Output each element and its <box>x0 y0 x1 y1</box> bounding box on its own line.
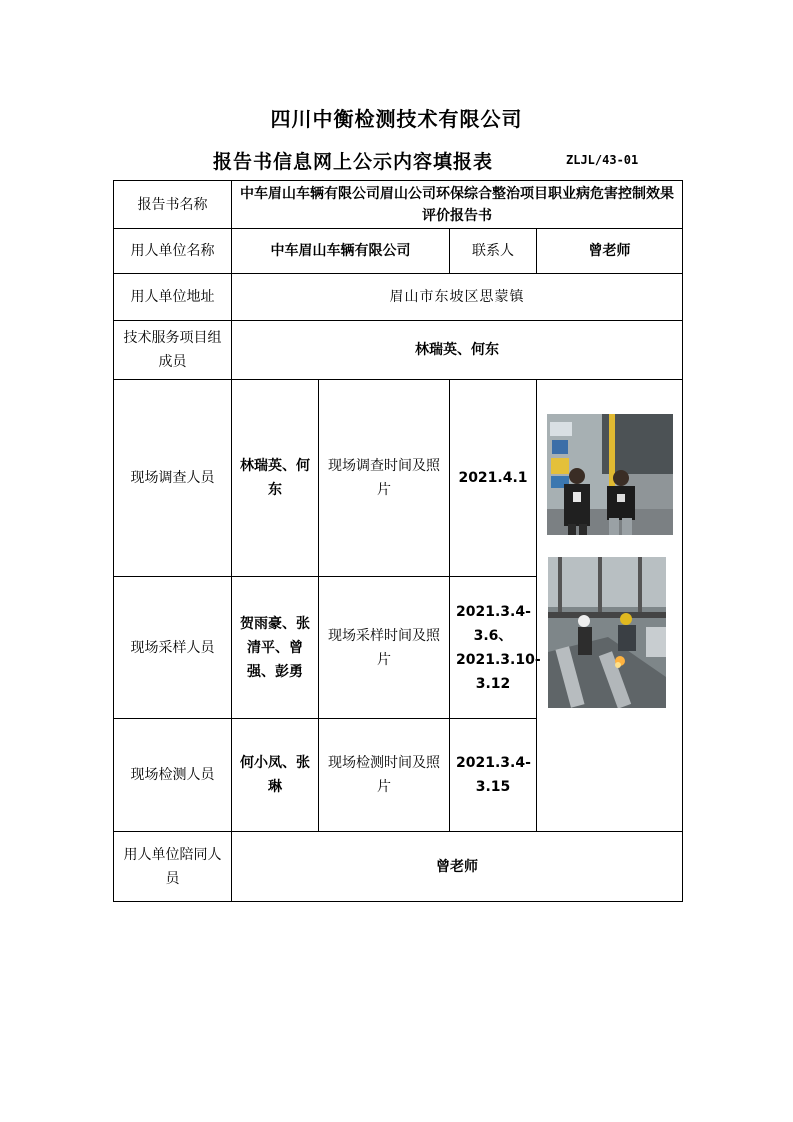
sampling-time-label: 现场采样时间及照片 <box>319 577 450 719</box>
photo-cell <box>537 380 683 832</box>
form-title: 报告书信息网上公示内容填报表 <box>213 151 494 173</box>
survey-people: 林瑞英、何东 <box>232 380 319 577</box>
testing-time-value: 2021.3.4-3.15 <box>450 719 537 832</box>
testing-people: 何小凤、张琳 <box>232 719 319 832</box>
row-address <box>114 274 683 321</box>
address-label: 用人单位地址 <box>114 274 232 321</box>
testing-time-label: 现场检测时间及照片 <box>319 719 450 832</box>
report-name-label: 报告书名称 <box>114 181 232 229</box>
survey-label: 现场调查人员 <box>114 380 232 577</box>
report-name-value: 中车眉山车辆有限公司眉山公司环保综合整治项目职业病危害控制效果评价报告书 <box>232 181 683 229</box>
row-survey <box>114 380 683 577</box>
team-label: 技术服务项目组成员 <box>114 321 232 380</box>
row-report-name <box>114 181 683 229</box>
sampling-label: 现场采样人员 <box>114 577 232 719</box>
row-accompany <box>114 832 683 902</box>
row-team <box>114 321 683 380</box>
survey-time-value: 2021.4.1 <box>450 380 537 577</box>
testing-label: 现场检测人员 <box>114 719 232 832</box>
sampling-photo <box>548 557 666 708</box>
address-value: 眉山市东坡区思蒙镇 <box>232 274 683 321</box>
accompany-value: 曾老师 <box>232 832 683 902</box>
row-employer <box>114 229 683 274</box>
employer-value: 中车眉山车辆有限公司 <box>232 229 450 274</box>
form-code: ZLJL/43-01 <box>566 153 639 167</box>
employer-label: 用人单位名称 <box>114 229 232 274</box>
contact-value: 曾老师 <box>537 229 683 274</box>
survey-time-label: 现场调查时间及照片 <box>319 380 450 577</box>
team-value: 林瑞英、何东 <box>232 321 683 380</box>
survey-photo <box>547 414 673 535</box>
sampling-people: 贺雨豪、张清平、曾强、彭勇 <box>232 577 319 719</box>
accompany-label: 用人单位陪同人员 <box>114 832 232 902</box>
sampling-time-value: 2021.3.4-3.6、2021.3.10-3.12 <box>450 577 537 719</box>
contact-label: 联系人 <box>450 229 537 274</box>
disclosure-form-table <box>113 180 683 902</box>
company-title: 四川中衡检测技术有限公司 <box>270 107 523 131</box>
